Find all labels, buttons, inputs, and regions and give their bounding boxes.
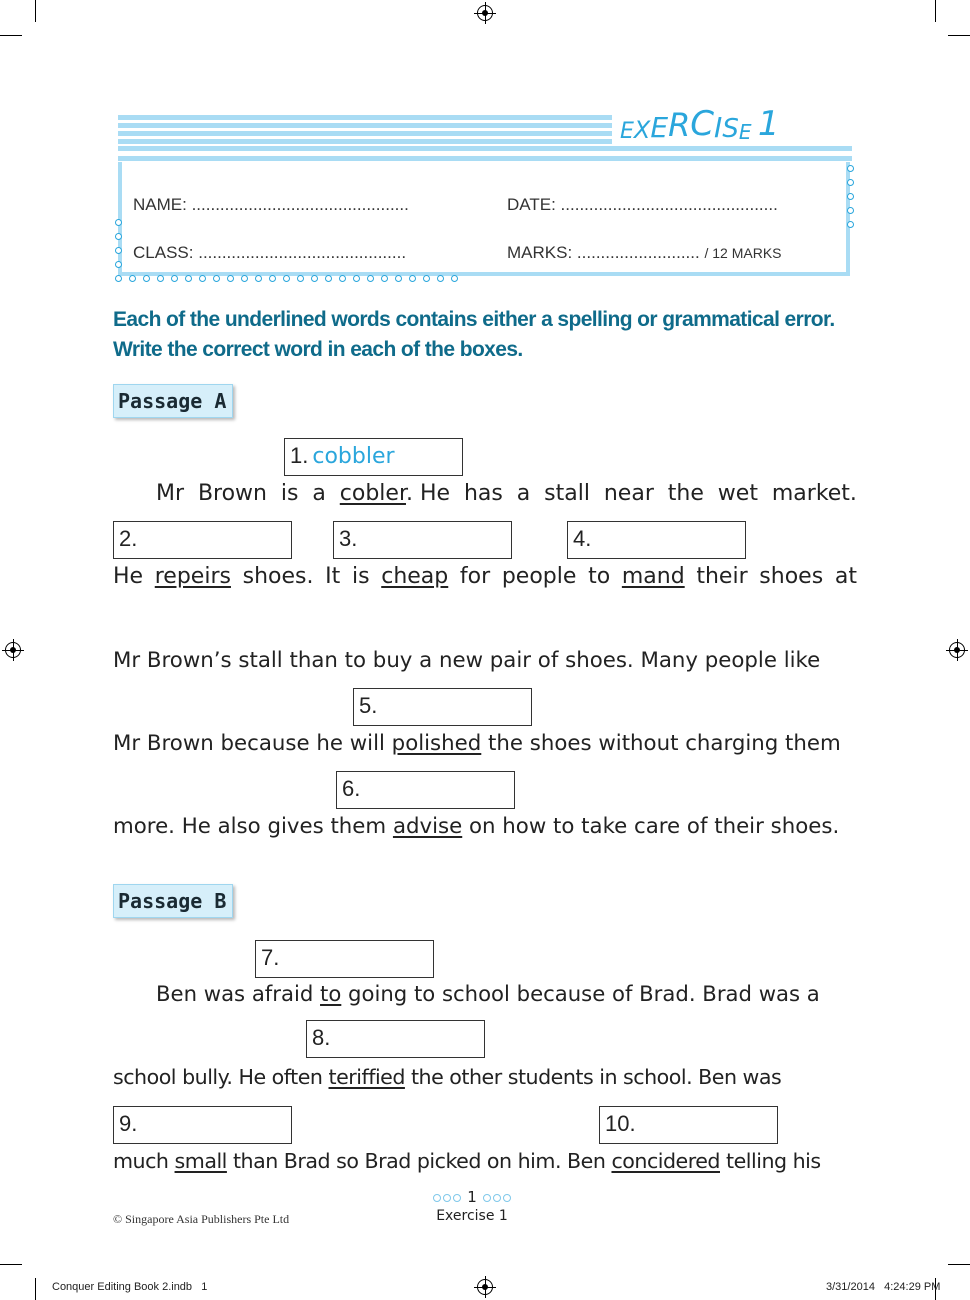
binding-ring-icon [115, 261, 122, 268]
crop-mark [0, 35, 22, 36]
name-field[interactable]: NAME: .............................................. [133, 195, 409, 214]
registration-mark-icon [477, 5, 493, 21]
binding-ring-icon [423, 275, 430, 282]
date-field[interactable]: DATE: .............................................. [507, 195, 778, 214]
marks-field[interactable]: MARKS: .......................... / 12 MARKS [507, 243, 782, 262]
binding-ring-icon [115, 275, 122, 282]
binding-ring-icon [185, 275, 192, 282]
binding-ring-icon [297, 275, 304, 282]
underlined-word: polished [391, 731, 482, 756]
underlined-word: to [320, 981, 342, 1006]
crop-mark [948, 35, 970, 36]
answer-box-9[interactable]: 9. [113, 1106, 292, 1144]
binding-ring-icon [367, 275, 374, 282]
underlined-word: mand [621, 564, 685, 589]
binding-ring-icon [325, 275, 332, 282]
ring-icon [503, 1194, 511, 1202]
crop-mark [35, 1278, 36, 1300]
binding-ring-icon [847, 179, 854, 186]
registration-mark-icon [949, 642, 965, 658]
binding-ring-icon [199, 275, 206, 282]
passage-a-line-1: Mr Brown is a cobler. He has a stall near the wet market. [156, 481, 857, 506]
binding-ring-icon [311, 275, 318, 282]
binding-ring-icon [437, 275, 444, 282]
crop-mark [935, 0, 936, 22]
registration-mark-icon [477, 1279, 493, 1295]
binding-ring-icon [115, 219, 122, 226]
binding-ring-icon [115, 233, 122, 240]
binding-ring-icon [241, 275, 248, 282]
binding-ring-icon [157, 275, 164, 282]
page-number: 1 [420, 1188, 524, 1206]
binding-ring-icon [129, 275, 136, 282]
binding-ring-icon [847, 165, 854, 172]
answer-text: cobbler [312, 444, 395, 469]
passage-a-line-4: Mr Brown because he will polished the shoes without charging them [113, 731, 841, 756]
binding-ring-icon [283, 275, 290, 282]
binding-ring-icon [847, 193, 854, 200]
page-label: Exercise 1 [436, 1208, 508, 1224]
crop-mark [0, 1264, 22, 1265]
print-slug-file: Conquer Editing Book 2.indb 1 [52, 1281, 208, 1293]
binding-ring-icon [409, 275, 416, 282]
marks-total: / 12 MARKS [704, 245, 782, 261]
binding-ring-icon [339, 275, 346, 282]
instruction-text: Each of the underlined words contains either a spelling or grammatical error. Write the correct word in each of the boxes. [113, 308, 835, 361]
ring-icon [483, 1194, 491, 1202]
underlined-word: advise [392, 814, 463, 839]
underlined-word: small [174, 1149, 227, 1173]
print-slug-date: 3/31/2014 4:24:29 PM [826, 1281, 941, 1293]
answer-box-7[interactable]: 7. [255, 940, 434, 978]
underlined-word: teriffied [328, 1065, 405, 1089]
binding-ring-icon [171, 275, 178, 282]
passage-a-line-2: He repeirs shoes. It is cheap for people to mand their shoes at [113, 561, 857, 593]
answer-box-5[interactable]: 5. [353, 688, 532, 726]
underlined-word: cobler [339, 481, 406, 506]
answer-box-2[interactable]: 2. [113, 521, 292, 559]
binding-ring-icon [395, 275, 402, 282]
binding-ring-icon [255, 275, 262, 282]
binding-ring-icon [451, 275, 458, 282]
passage-b-line-1: Ben was afraid to going to school because of Brad. Brad was a [156, 981, 820, 1006]
ring-icon [443, 1194, 451, 1202]
answer-box-8[interactable]: 8. [306, 1020, 485, 1058]
passage-a-line-5: more. He also gives them advise on how to take care of their shoes. [113, 814, 840, 839]
binding-ring-icon [847, 207, 854, 214]
answer-box-6[interactable]: 6. [336, 771, 515, 809]
answer-box-1[interactable]: 1. cobbler [284, 438, 463, 476]
binding-ring-icon [847, 221, 854, 228]
binding-ring-icon [269, 275, 276, 282]
binding-ring-icon [213, 275, 220, 282]
underlined-word: cheap [381, 564, 449, 589]
answer-box-10[interactable]: 10. [599, 1106, 778, 1144]
class-field[interactable]: CLASS: ............................................ [133, 243, 407, 262]
exercise-title: E X E R C I S E 1 [620, 104, 780, 144]
binding-ring-icon [227, 275, 234, 282]
answer-box-3[interactable]: 3. [333, 521, 512, 559]
crop-mark [35, 0, 36, 22]
underlined-word: concidered [611, 1149, 720, 1173]
passage-b-label: Passage B [113, 884, 233, 918]
passage-a-line-3: Mr Brown’s stall than to buy a new pair of shoes. Many people like [113, 648, 821, 673]
registration-mark-icon [5, 642, 21, 658]
answer-box-4[interactable]: 4. [567, 521, 746, 559]
underlined-word: repeirs [154, 564, 231, 589]
ring-icon [453, 1194, 461, 1202]
ring-icon [493, 1194, 501, 1202]
passage-a-label: Passage A [113, 384, 233, 418]
binding-ring-icon [353, 275, 360, 282]
binding-ring-icon [381, 275, 388, 282]
binding-ring-icon [115, 247, 122, 254]
crop-mark [948, 1264, 970, 1265]
passage-b-line-3: much small than Brad so Brad picked on him. Ben concidered telling his [113, 1149, 821, 1173]
passage-b-line-2: school bully. He often teriffied the other students in school. Ben was [113, 1065, 782, 1089]
ring-icon [433, 1194, 441, 1202]
binding-ring-icon [143, 275, 150, 282]
copyright: © Singapore Asia Publishers Pte Ltd [113, 1212, 290, 1226]
